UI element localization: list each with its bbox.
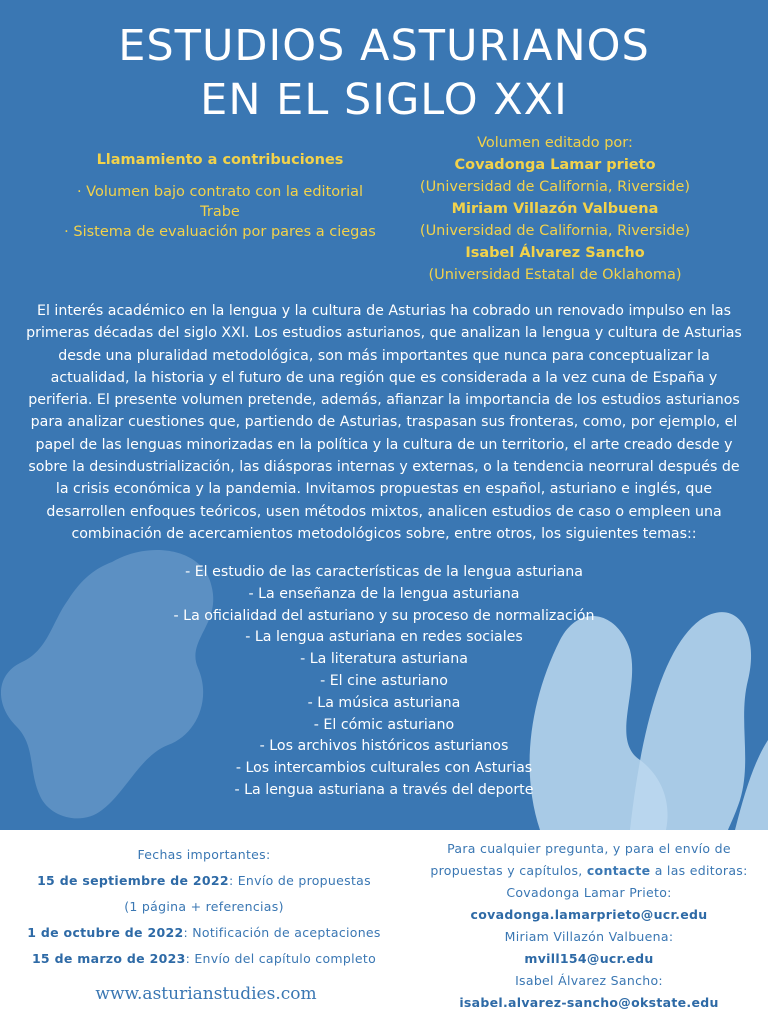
website-link[interactable]: www.asturianstudies.com	[95, 984, 317, 1004]
call-for-papers	[60, 150, 380, 242]
contact-name: Isabel Álvarez Sancho:	[515, 973, 663, 988]
date-row	[0, 868, 408, 894]
important-dates	[0, 842, 408, 972]
editors-block	[385, 132, 725, 286]
editor-affiliation: (Universidad de California, Riverside)	[419, 179, 691, 195]
contact-text: propuestas y capítulos,	[430, 863, 587, 878]
title-line-2: EN EL SIGLO XXI	[200, 75, 568, 125]
call-bullet-review: · Sistema de evaluación por pares a ciegas	[64, 224, 376, 240]
editor-name: Miriam Villazón Valbuena	[451, 201, 659, 217]
date-desc: : Envío del capítulo completo	[185, 951, 377, 966]
topic-item: - La música asturiana	[307, 694, 461, 711]
contact-line: Para cualquier pregunta, y para el envío de	[447, 841, 731, 856]
date-note: (1 página + referencias)	[124, 899, 284, 914]
topic-item: - El estudio de las características de la lengua asturiana	[185, 564, 583, 580]
email-link[interactable]: mvill154@ucr.edu	[524, 951, 654, 966]
topics-list	[0, 562, 768, 802]
email-link[interactable]: isabel.alvarez-sancho@okstate.edu	[459, 995, 719, 1010]
editor-affiliation: (Universidad de California, Riverside)	[419, 223, 691, 239]
date-value: 15 de septiembre de 2022	[37, 873, 229, 888]
date-row	[0, 946, 408, 972]
contact-name: Covadonga Lamar Prieto:	[506, 885, 672, 900]
call-bullet-contract: · Volumen bajo contrato con la editorial Trabe	[76, 184, 364, 220]
date-row	[0, 920, 408, 946]
title-line-1: ESTUDIOS ASTURIANOS	[118, 21, 650, 71]
email-link[interactable]: covadonga.lamarprieto@ucr.edu	[470, 907, 708, 922]
contact-line	[410, 860, 768, 882]
editor-name: Isabel Álvarez Sancho	[465, 245, 645, 261]
date-value: 1 de octubre de 2022	[27, 925, 184, 940]
topic-item: - El cine asturiano	[320, 672, 448, 689]
contact-block	[410, 838, 768, 1014]
editor-affiliation: (Universidad Estatal de Oklahoma)	[428, 267, 682, 283]
contact-word: contacte	[586, 863, 651, 878]
topic-item: - El cómic asturiano	[313, 716, 455, 733]
footer	[0, 830, 768, 1024]
topic-item: - La enseñanza de la lengua asturiana	[248, 585, 520, 602]
dates-heading: Fechas importantes:	[137, 847, 271, 862]
editors-intro: Volumen editado por:	[477, 135, 633, 151]
topic-item: - La oficialidad del asturiano y su proceso de normalización	[173, 607, 595, 624]
date-desc: : Envío de propuestas	[228, 873, 371, 888]
topic-item: - Los intercambios culturales con Asturias	[235, 760, 533, 777]
topic-item: - La lengua asturiana en redes sociales	[245, 629, 523, 646]
description-paragraph: El interés académico en la lengua y la cultura de Asturias ha cobrado un renovado impulso en las primeras décadas del siglo XXI. Los estudios asturianos, que analizan la lengua y cultura de Asturias desde una pluralidad metodológica, son más importantes que nunca para conceptualizar la actualidad, la historia y el futuro de una región que es considerada a la vez cuna de España y periferia. El presente volumen pretende, además, afianzar la importancia de los estudios asturianos para analizar cuestiones que, partiendo de Asturias, traspasan sus fronteras, como, por ejemplo, el papel de las lenguas minorizadas en la política y la cultura de un territorio, el arte creado desde y sobre la desindustrialización, las diásporas internas y externas, o la tendencia neorrural después de la crisis económica y la pandemia. Invitamos propuestas en español, asturiano e inglés, que desarrollen enfoques teóricos, usen métodos mixtos, analicen estudios de caso o empleen una combinación de acercamientos metodológicos sobre, entre otros, los siguientes temas::	[26, 303, 742, 542]
date-value: 15 de marzo de 2023	[31, 951, 186, 966]
editor-name: Covadonga Lamar prieto	[454, 157, 656, 173]
topic-item: - Los archivos históricos asturianos	[259, 738, 509, 755]
date-desc: : Notificación de aceptaciones	[183, 925, 381, 940]
topic-item: - La literatura asturiana	[300, 651, 468, 668]
topic-item: - La lengua asturiana a través del deporte	[234, 781, 534, 798]
contact-name: Miriam Villazón Valbuena:	[504, 929, 674, 944]
contact-text: a las editoras:	[650, 863, 748, 878]
call-heading: Llamamiento a contribuciones	[96, 152, 344, 168]
